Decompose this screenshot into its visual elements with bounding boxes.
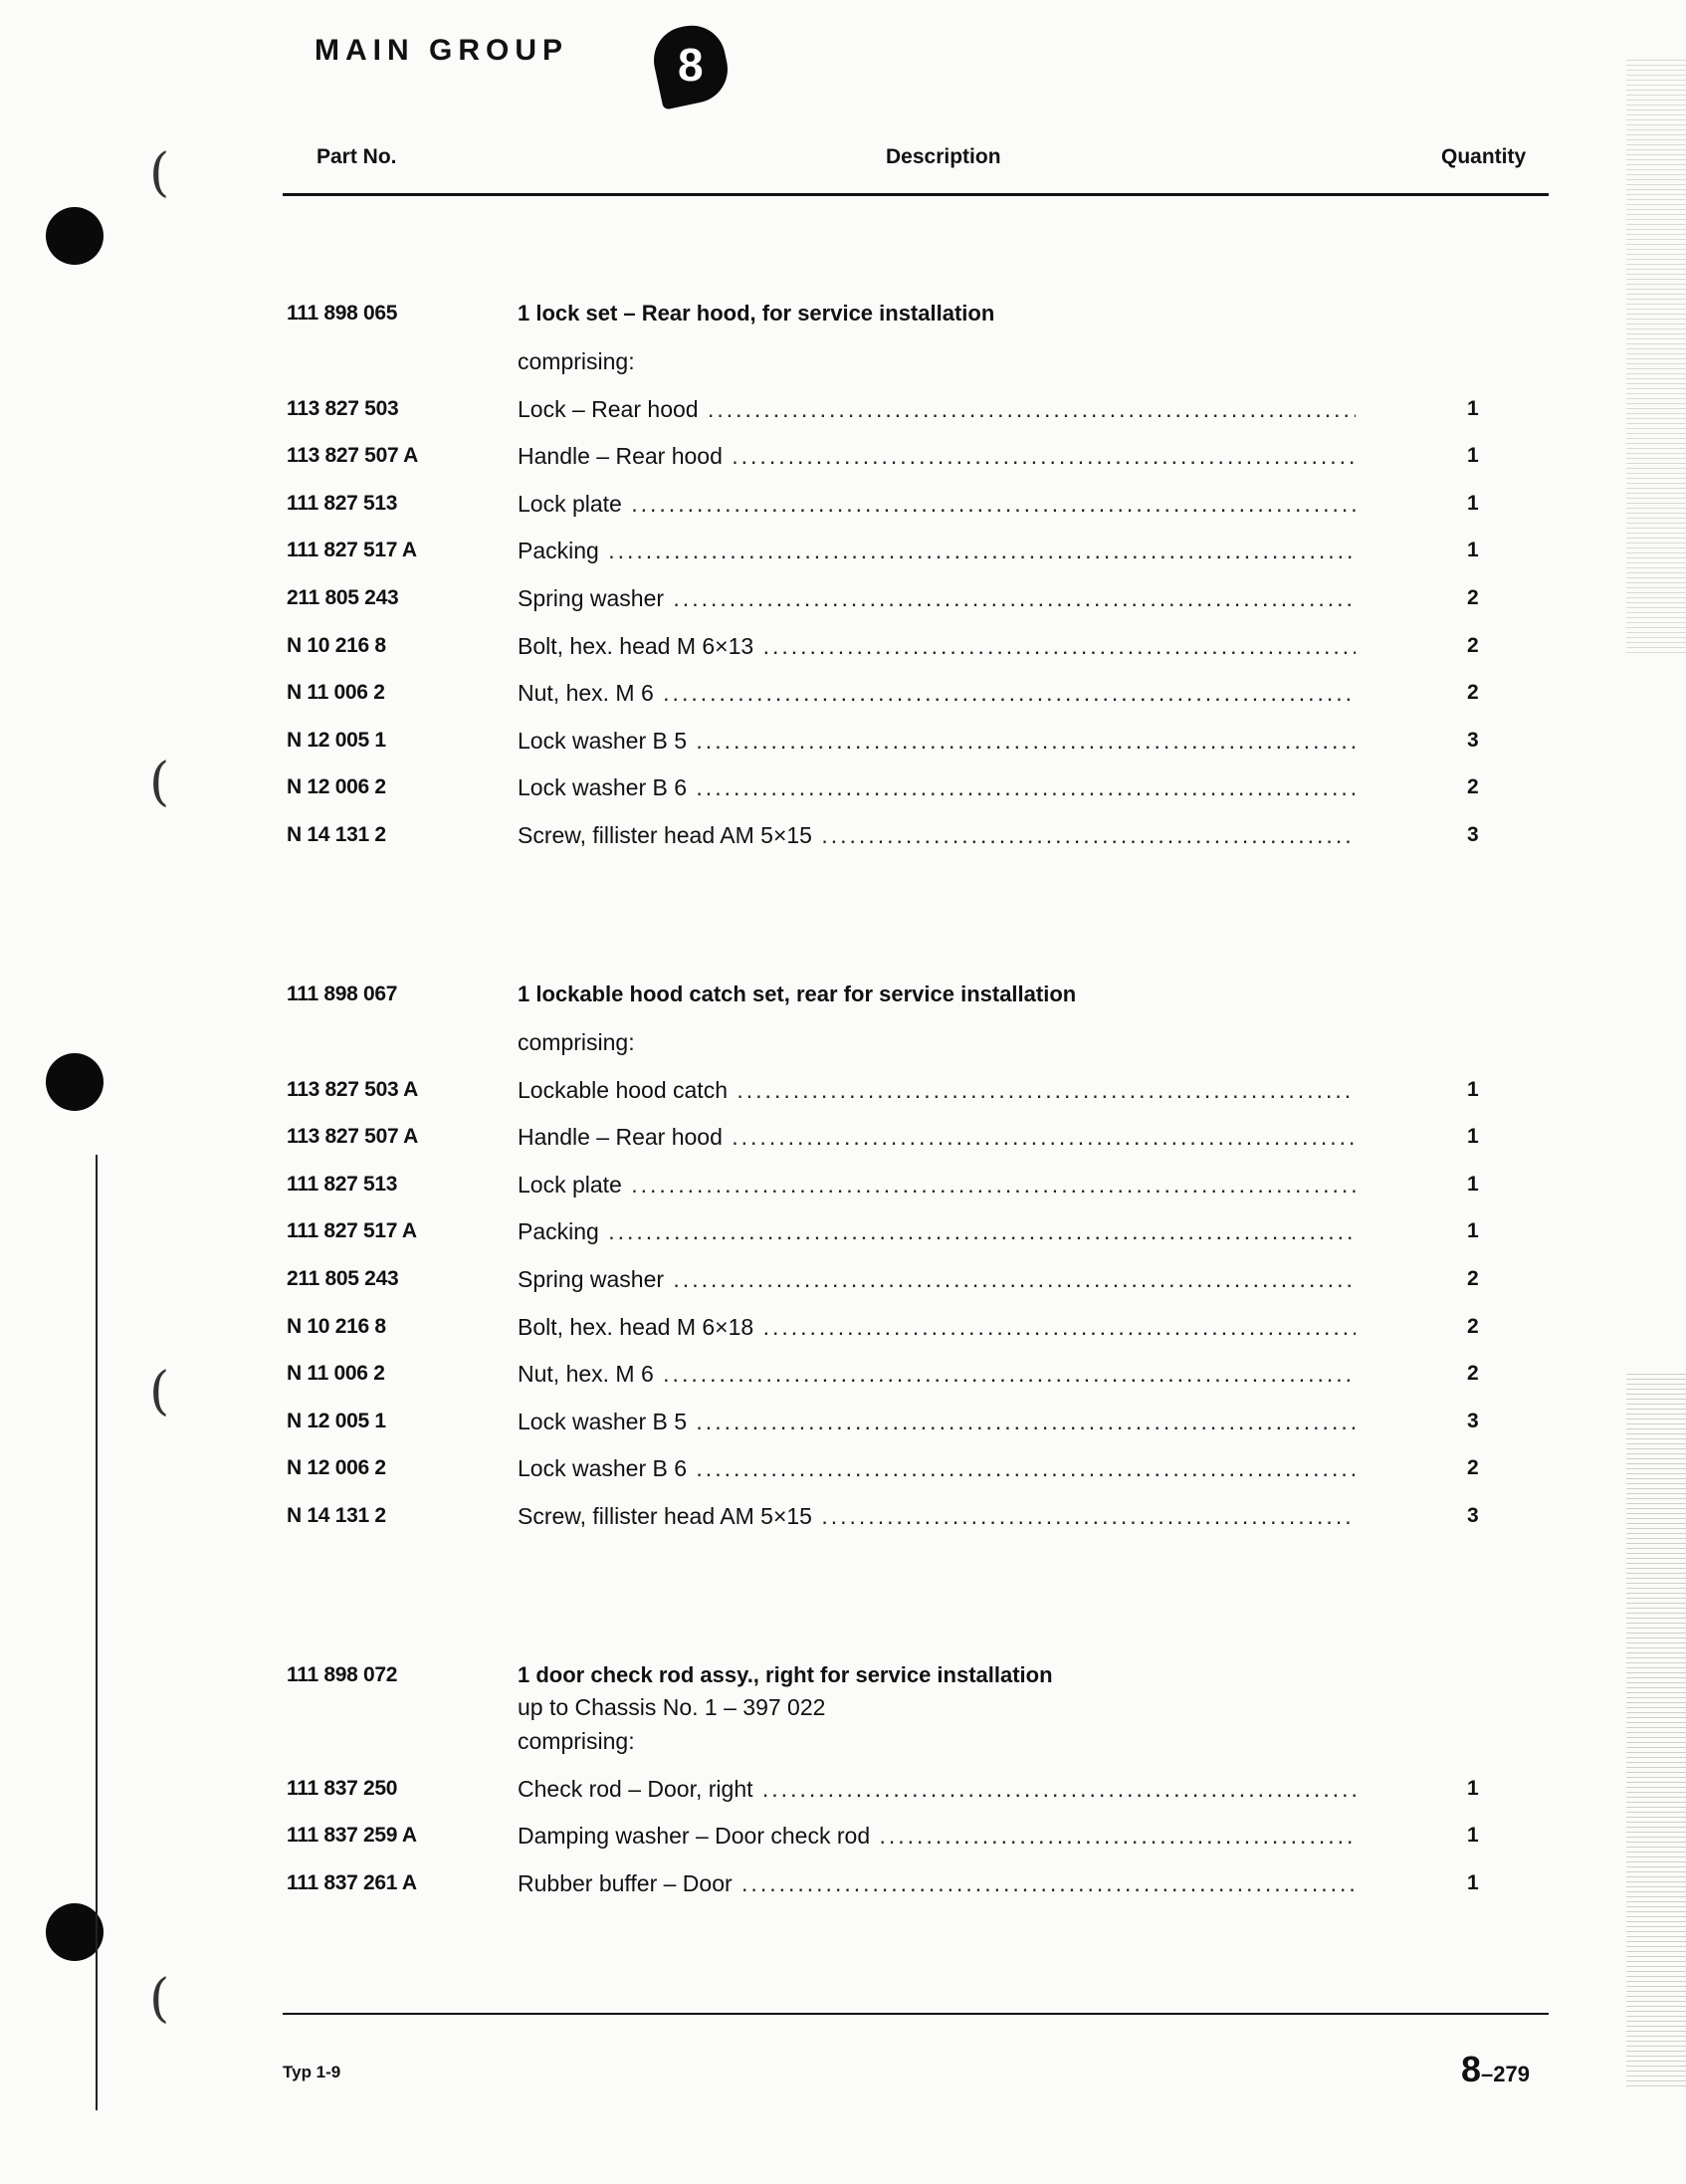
part-quantity: 3 — [1467, 823, 1479, 846]
binder-hole — [46, 1053, 104, 1111]
column-header-quantity: Quantity — [1441, 145, 1527, 168]
part-number: N 14 131 2 — [287, 823, 386, 846]
part-description: Lock plate ..... — [518, 487, 1356, 521]
part-row — [287, 1214, 1481, 1248]
part-number: N 14 131 2 — [287, 1504, 386, 1527]
part-row — [287, 1310, 1481, 1344]
part-number: N 10 216 8 — [287, 634, 386, 657]
part-number: N 12 006 2 — [287, 775, 386, 798]
part-number: N 12 005 1 — [287, 729, 386, 752]
part-description: Lock washer B 6 ..... — [518, 1451, 1356, 1485]
set-title: 1 lockable hood catch set, rear for service installation — [518, 982, 1077, 1006]
part-quantity: 2 — [1467, 1267, 1479, 1290]
part-row — [287, 1451, 1481, 1485]
part-number: N 12 005 1 — [287, 1410, 386, 1432]
set-part-number: 111 898 072 — [287, 1663, 398, 1686]
comprising-row — [287, 344, 1481, 378]
part-number: 113 827 507 A — [287, 444, 418, 467]
part-description: Lock plate ..... — [518, 1168, 1356, 1201]
set-title: 1 lock set – Rear hood, for service installation — [518, 301, 995, 326]
set-subtitle-row — [287, 1690, 1481, 1724]
part-quantity: 1 — [1467, 1219, 1479, 1242]
part-description: Nut, hex. M 6 ..... — [518, 1357, 1356, 1391]
column-header-part-no: Part No. — [316, 145, 397, 168]
part-number: 111 837 261 A — [287, 1871, 417, 1894]
part-description: Packing ..... — [518, 1214, 1356, 1248]
set-header-row — [287, 1658, 1481, 1692]
margin-line — [96, 1155, 98, 2110]
part-row — [287, 1073, 1481, 1107]
part-quantity: 2 — [1467, 634, 1479, 657]
part-quantity: 3 — [1467, 1410, 1479, 1432]
part-number: N 11 006 2 — [287, 681, 385, 704]
part-row — [287, 1772, 1481, 1806]
type-label: Typ 1-9 — [283, 2063, 341, 2081]
part-description: Spring washer ..... — [518, 581, 1356, 615]
part-quantity: 1 — [1467, 397, 1479, 420]
part-description: Lockable hood catch ..... — [518, 1073, 1356, 1107]
part-row — [287, 676, 1481, 710]
part-row — [287, 770, 1481, 804]
page-number — [1461, 2049, 1530, 2090]
part-quantity: 1 — [1467, 1125, 1479, 1148]
group-number: 8 — [678, 39, 704, 91]
binder-ring-mark: ( — [149, 1362, 170, 1421]
page-sub-number: –279 — [1481, 2062, 1530, 2086]
part-quantity: 1 — [1467, 1078, 1479, 1101]
part-description: Handle – Rear hood ..... — [518, 439, 1356, 473]
binder-ring-mark: ( — [149, 753, 170, 812]
part-row — [287, 534, 1481, 567]
binder-ring-mark: ( — [149, 143, 170, 203]
set-part-number: 111 898 065 — [287, 302, 398, 325]
part-quantity: 2 — [1467, 1362, 1479, 1385]
part-number: 211 805 243 — [287, 586, 399, 609]
part-row — [287, 1866, 1481, 1900]
comprising-row — [287, 1724, 1481, 1758]
part-row — [287, 1357, 1481, 1391]
part-number: 111 827 517 A — [287, 1219, 417, 1242]
group-number-badge — [648, 19, 735, 109]
part-row — [287, 629, 1481, 663]
part-quantity: 1 — [1467, 1777, 1479, 1800]
part-row — [287, 392, 1481, 426]
part-number: 111 827 513 — [287, 1173, 398, 1196]
comprising-label: comprising: — [518, 1728, 635, 1754]
part-description: Nut, hex. M 6 ..... — [518, 676, 1356, 710]
page-group-number: 8 — [1461, 2049, 1482, 2089]
part-row — [287, 487, 1481, 521]
part-description: Screw, fillister head AM 5×15 ..... — [518, 1499, 1356, 1533]
part-description: Lock washer B 5 ..... — [518, 1405, 1356, 1438]
part-quantity: 1 — [1467, 1824, 1479, 1847]
part-row — [287, 1499, 1481, 1533]
part-row — [287, 1262, 1481, 1296]
part-description: Lock – Rear hood ..... — [518, 392, 1356, 426]
part-description: Check rod – Door, right ..... — [518, 1772, 1356, 1806]
part-description: Screw, fillister head AM 5×15 ..... — [518, 818, 1356, 852]
header-rule — [283, 193, 1549, 196]
part-number: 111 837 250 — [287, 1777, 398, 1800]
comprising-label: comprising: — [518, 348, 635, 374]
part-description: Spring washer ..... — [518, 1262, 1356, 1296]
binder-ring-mark: ( — [149, 1969, 170, 2029]
part-row — [287, 1168, 1481, 1201]
part-number: 113 827 507 A — [287, 1125, 418, 1148]
part-description: Rubber buffer – Door ..... — [518, 1866, 1356, 1900]
part-quantity: 1 — [1467, 539, 1479, 561]
part-row — [287, 1120, 1481, 1154]
part-number: 111 827 517 A — [287, 539, 417, 561]
binder-hole — [46, 207, 104, 265]
part-number: 211 805 243 — [287, 1267, 399, 1290]
part-description: Lock washer B 6 ..... — [518, 770, 1356, 804]
part-number: N 12 006 2 — [287, 1456, 386, 1479]
part-number: N 10 216 8 — [287, 1315, 386, 1338]
part-quantity: 1 — [1467, 444, 1479, 467]
part-description: Bolt, hex. head M 6×13 ..... — [518, 629, 1356, 663]
comprising-row — [287, 1025, 1481, 1059]
set-title: 1 door check rod assy., right for service installation — [518, 1662, 1053, 1687]
part-number: N 11 006 2 — [287, 1362, 385, 1385]
part-quantity: 2 — [1467, 681, 1479, 704]
main-group-title: MAIN GROUP — [315, 34, 568, 67]
scan-edge-noise — [1626, 1374, 1686, 2090]
part-quantity: 2 — [1467, 1456, 1479, 1479]
part-row — [287, 1405, 1481, 1438]
comprising-label: comprising: — [518, 1029, 635, 1055]
set-subtitle: up to Chassis No. 1 – 397 022 — [518, 1694, 826, 1720]
part-quantity: 2 — [1467, 1315, 1479, 1338]
part-description: Handle – Rear hood ..... — [518, 1120, 1356, 1154]
part-number: 111 827 513 — [287, 492, 398, 515]
part-quantity: 1 — [1467, 1173, 1479, 1196]
part-description: Packing ..... — [518, 534, 1356, 567]
part-quantity: 1 — [1467, 492, 1479, 515]
part-quantity: 3 — [1467, 729, 1479, 752]
column-header-description: Description — [886, 145, 1001, 168]
part-quantity: 2 — [1467, 586, 1479, 609]
part-number: 113 827 503 A — [287, 1078, 418, 1101]
part-row — [287, 581, 1481, 615]
part-row — [287, 439, 1481, 473]
footer-rule — [283, 2013, 1549, 2015]
part-quantity: 3 — [1467, 1504, 1479, 1527]
part-row — [287, 1819, 1481, 1853]
part-number: 111 837 259 A — [287, 1824, 417, 1847]
part-description: Damping washer – Door check rod ..... — [518, 1819, 1356, 1853]
part-row — [287, 724, 1481, 758]
set-header-row — [287, 297, 1481, 330]
part-description: Bolt, hex. head M 6×18 ..... — [518, 1310, 1356, 1344]
part-row — [287, 818, 1481, 852]
set-part-number: 111 898 067 — [287, 983, 398, 1005]
part-quantity: 2 — [1467, 775, 1479, 798]
scan-edge-noise — [1626, 60, 1686, 657]
part-quantity: 1 — [1467, 1871, 1479, 1894]
set-header-row — [287, 978, 1481, 1011]
part-number: 113 827 503 — [287, 397, 399, 420]
part-description: Lock washer B 5 ..... — [518, 724, 1356, 758]
